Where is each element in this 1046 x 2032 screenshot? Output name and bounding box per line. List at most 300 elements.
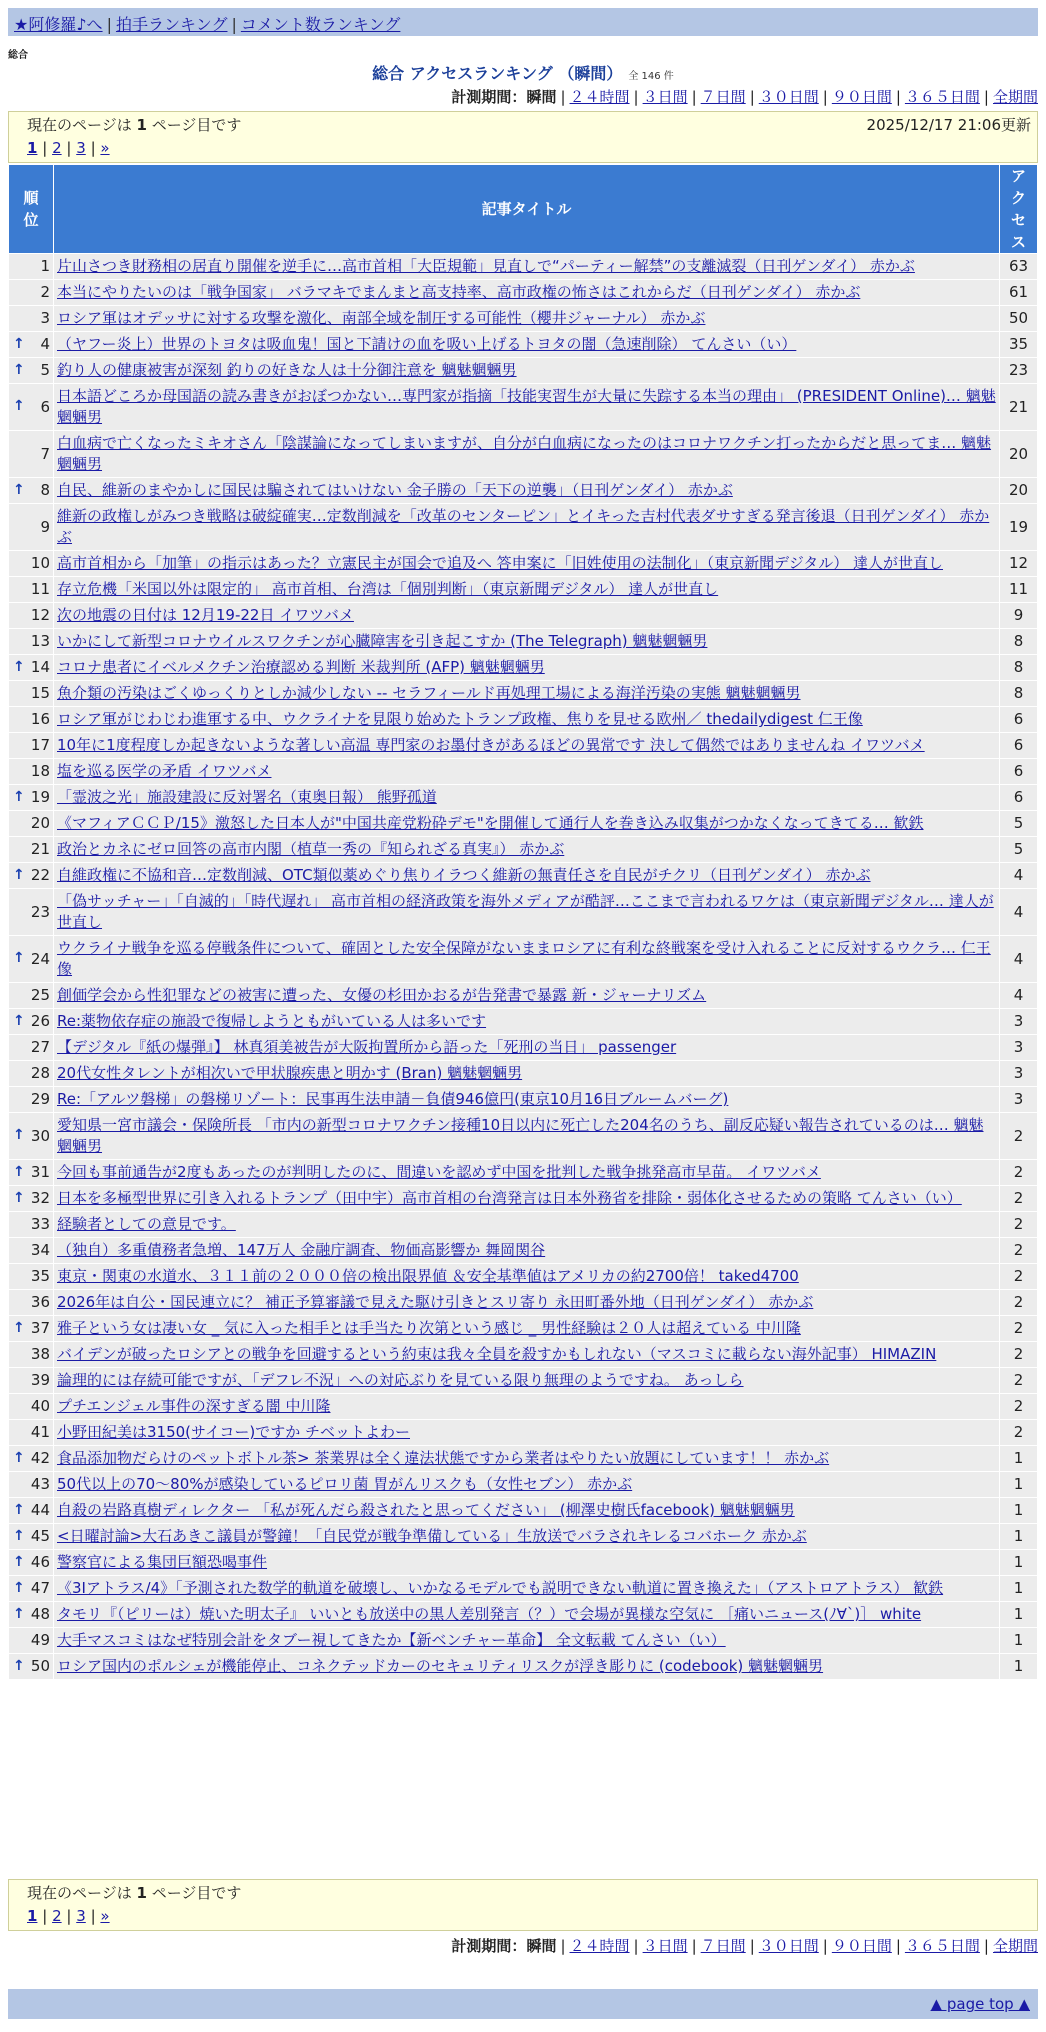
table-row (9, 1472, 1038, 1498)
article-title-link[interactable]: <日曜討論>大石あきこ議員が警鐘！「自民党が戦争準備している」生放送でバラされキレるコバホーク 赤かぶ (57, 1527, 807, 1545)
table-row (9, 1160, 1038, 1186)
article-title-link[interactable]: 小野田紀美は3150(サイコー)ですか チベットよわー (57, 1423, 410, 1441)
table-row (9, 1498, 1038, 1524)
table-row (9, 306, 1038, 332)
title-cell (54, 1238, 1000, 1264)
table-row (9, 1394, 1038, 1420)
access-count: 63 (1000, 254, 1038, 280)
article-title-link[interactable]: 日本を多極型世界に引き入れるトランプ（田中宇）高市首相の台湾発言は日本外務省を排除・弱体化させるための策略 てんさい（い） (57, 1189, 962, 1207)
period-link[interactable]: ２４時間 (569, 88, 630, 106)
table-row (9, 358, 1038, 384)
rank-up-arrow-icon: ↑ (13, 866, 25, 883)
rank-number: 32 (30, 1189, 50, 1207)
page-prefix: 現在のページは (27, 116, 132, 134)
access-count: 8 (1000, 655, 1038, 681)
rank-number: 40 (30, 1397, 50, 1415)
title-cell (54, 785, 1000, 811)
rank-number: 22 (30, 866, 50, 884)
title-cell (54, 1342, 1000, 1368)
rank-number: 8 (40, 481, 50, 499)
period-link[interactable]: ７日間 (700, 88, 746, 106)
rank-number: 35 (30, 1267, 50, 1285)
table-row (9, 332, 1038, 358)
rank-number: 48 (30, 1605, 50, 1623)
rank-cell (9, 1368, 54, 1394)
rank-number: 7 (40, 444, 50, 463)
access-count: 20 (1000, 431, 1038, 478)
period-selector (451, 86, 1038, 107)
title-cell (54, 1316, 1000, 1342)
page-next-link[interactable]: » (100, 139, 110, 157)
rank-cell (9, 431, 54, 478)
rank-number: 16 (30, 710, 50, 728)
rank-number: 6 (40, 397, 50, 416)
title-cell (54, 254, 1000, 280)
title-cell (54, 577, 1000, 603)
rank-number: 42 (30, 1449, 50, 1467)
title-cell (54, 358, 1000, 384)
table-row (9, 733, 1038, 759)
title-cell (54, 837, 1000, 863)
article-title-link[interactable]: 2026年は自公・国民連立に？ 補正予算審議で見えた駆け引きとスリ寄り 永田町番外地（日刊ゲンダイ） 赤かぶ (57, 1293, 814, 1311)
period-sep: | (560, 1937, 566, 1955)
article-title-link[interactable]: ロシア軍がじわじわ進軍する中、ウクライナを見限り始めたトランプ政権、焦りを見せる欧州／ thedailydigest 仁王像 (57, 710, 863, 728)
title-cell (54, 889, 1000, 936)
period-link-bottom[interactable]: ３０日間 (758, 1937, 819, 1955)
access-count: 1 (1000, 1628, 1038, 1654)
period-link-bottom[interactable]: ７日間 (700, 1937, 746, 1955)
rank-number: 2 (40, 283, 50, 301)
table-row (9, 889, 1038, 936)
comment-ranking-link[interactable]: コメント数ランキング (240, 15, 401, 34)
rank-cell (9, 707, 54, 733)
access-count: 12 (1000, 551, 1038, 577)
article-title-link[interactable]: 釣り人の健康被害が深刻 釣りの好きな人は十分御注意を 魑魅魍魎男 (57, 361, 517, 379)
article-title-link[interactable]: 20代女性タレントが相次いで甲状腺疾患と明かす (Bran) 魑魅魍魎男 (57, 1064, 523, 1082)
article-title-link[interactable]: 自維政権に不協和音…定数削減、OTC類似薬めぐり焦りイラつく維新の無責任さを自民がチクリ（日刊ゲンダイ） 赤かぶ (57, 866, 871, 884)
rank-up-arrow-icon: ↑ (13, 1657, 25, 1674)
article-title-link[interactable]: 本当にやりたいのは「戦争国家」 バラマキでまんまと高支持率、高市政権の怖さはこれからだ（日刊ゲンダイ） 赤かぶ (57, 283, 861, 301)
article-title-link[interactable]: 次の地震の日付は 12月19-22日 イワツバメ (57, 606, 354, 624)
rank-cell (9, 1550, 54, 1576)
rank-up-arrow-icon: ↑ (13, 361, 25, 378)
rank-number: 43 (30, 1475, 50, 1493)
page-info-box (8, 111, 1038, 163)
table-row (9, 1035, 1038, 1061)
rank-cell (9, 655, 54, 681)
period-link[interactable]: 全期間 (992, 88, 1038, 106)
access-count: 1 (1000, 1654, 1038, 1680)
access-count: 3 (1000, 1087, 1038, 1113)
access-count: 6 (1000, 707, 1038, 733)
page-link[interactable]: 3 (76, 139, 86, 157)
page-link[interactable]: 2 (52, 1907, 62, 1925)
article-title-link[interactable]: 《マフィアＣＣＰ/15》激怒した日本人が"中国共産党粉砕デモ"を開催して通行人を巻き込み収集がつかなくなってきてる… 歓鉄 (57, 814, 924, 832)
table-row (9, 603, 1038, 629)
article-title-link[interactable]: 10年に1度程度しか起きないような著しい高温 専門家のお墨付きがあるほどの異常です 決して偶然ではありませんね イワツバメ (57, 736, 925, 754)
rank-cell (9, 1316, 54, 1342)
period-selector-bottom (451, 1935, 1038, 1956)
period-link[interactable]: ３日間 (642, 88, 688, 106)
table-row (9, 1368, 1038, 1394)
page-title (0, 61, 1046, 84)
rank-cell (9, 983, 54, 1009)
total-count: 全 146 件 (628, 71, 674, 82)
rank-cell (9, 889, 54, 936)
pager-sep: | (90, 139, 96, 157)
page-link-current[interactable]: 1 (27, 1907, 38, 1925)
rank-up-arrow-icon: ↑ (13, 1527, 25, 1544)
title-cell (54, 1160, 1000, 1186)
title-cell (54, 863, 1000, 889)
title-cell (54, 811, 1000, 837)
article-title-link[interactable]: 警察官による集団巨額恐喝事件 (57, 1553, 268, 1571)
rank-number: 39 (30, 1371, 50, 1389)
period-link-bottom[interactable]: 全期間 (992, 1937, 1038, 1955)
article-title-link[interactable]: 政治とカネにゼロ回答の高市内閣（植草一秀の『知られざる真実』） 赤かぶ (57, 840, 565, 858)
rank-cell (9, 478, 54, 504)
page-top-link[interactable]: ▲ page top ▲ (930, 1995, 1030, 2013)
table-row (9, 1576, 1038, 1602)
access-count: 5 (1000, 811, 1038, 837)
pager-sep: | (42, 139, 48, 157)
table-row (9, 1212, 1038, 1238)
article-title-link[interactable]: 【デジタル『紙の爆弾』】 林真須美被告が大阪拘置所から語った「死刑の当日」 passenger (57, 1038, 677, 1056)
title-cell (54, 1654, 1000, 1680)
table-row (9, 431, 1038, 478)
article-title-link[interactable]: Re:薬物依存症の施設で復帰しようともがいている人は多いです (57, 1012, 487, 1030)
period-sep: | (633, 88, 639, 106)
article-title-link[interactable]: 創価学会から性犯罪などの被害に遭った、女優の杉田かおるが告発書で暴露 新・ジャーナリズム (57, 986, 707, 1004)
article-title-link[interactable]: いかにして新型コロナウイルスワクチンが心臓障害を引き起こすか (The Telegraph) 魑魅魍魎男 (57, 632, 708, 650)
rank-number: 26 (30, 1012, 50, 1030)
article-title-link[interactable]: 「偽サッチャー」「自滅的」「時代遅れ」 高市首相の経済政策を海外メディアが酷評…ここまで言われるワケは（東京新聞デジタル… 達人が世直し (57, 892, 994, 931)
rank-cell (9, 863, 54, 889)
article-title-link[interactable]: 維新の政権しがみつき戦略は破綻確実…定数削減を「改革のセンターピン」とイキった吉村代表ダサすぎる発言後退（日刊ゲンダイ） 赤かぶ (57, 507, 990, 546)
table-row (9, 1524, 1038, 1550)
rank-up-arrow-icon: ↑ (13, 1449, 25, 1466)
home-link[interactable]: ★阿修羅♪へ (14, 15, 103, 34)
table-row (9, 655, 1038, 681)
rank-cell (9, 1342, 54, 1368)
rank-cell (9, 1061, 54, 1087)
title-cell (54, 1087, 1000, 1113)
table-row (9, 983, 1038, 1009)
title-cell (54, 1498, 1000, 1524)
rank-up-arrow-icon: ↑ (13, 1127, 25, 1143)
article-title-link[interactable]: Re:「アルツ磐梯」の磐梯リゾート：民事再生法申請－負債946億円(東京10月16日ブルームバーグ) (57, 1090, 729, 1108)
title-cell (54, 478, 1000, 504)
rank-cell (9, 811, 54, 837)
period-link-bottom[interactable]: ９０日間 (831, 1937, 892, 1955)
article-title-link[interactable]: 今回も事前通告が2度もあったのが判明したのに、間違いを認めず中国を批判した戦争挑発高市早苗。 イワツバメ (57, 1163, 821, 1181)
article-title-link[interactable]: 東京・関東の水道水、３１１前の２０００倍の検出限界値 ＆安全基準値はアメリカの約2700倍！ taked4700 (57, 1267, 799, 1285)
rank-number: 11 (30, 580, 50, 598)
rank-number: 30 (30, 1126, 50, 1145)
rank-cell (9, 733, 54, 759)
access-count: 2 (1000, 1316, 1038, 1342)
title-cell (54, 1061, 1000, 1087)
rank-cell (9, 384, 54, 431)
access-count: 9 (1000, 603, 1038, 629)
access-count: 1 (1000, 1602, 1038, 1628)
rank-cell (9, 504, 54, 551)
table-row (9, 1316, 1038, 1342)
page-next-link[interactable]: » (100, 1907, 110, 1925)
table-row (9, 1602, 1038, 1628)
rank-cell (9, 577, 54, 603)
period-sep: | (983, 88, 989, 106)
rank-up-arrow-icon: ↑ (13, 950, 25, 966)
access-count: 6 (1000, 733, 1038, 759)
article-title-link[interactable]: 自殺の岩路真樹ディレクター 「私が死んだら殺されたと思ってください」 (柳澤史樹氏facebook) 魑魅魍魎男 (57, 1501, 795, 1519)
period-sep: | (822, 1937, 828, 1955)
period-sep: | (691, 88, 697, 106)
rank-number: 17 (30, 736, 50, 754)
access-count: 3 (1000, 1009, 1038, 1035)
table-row (9, 1290, 1038, 1316)
article-title-link[interactable]: バイデンが破ったロシアとの戦争を回避するという約束は我々全員を殺すかもしれない（マスコミに載らない海外記事） HIMAZIN (57, 1345, 937, 1363)
article-title-link[interactable]: 片山さつき財務相の居直り開催を逆手に…高市首相「大臣規範」見直しで“パーティー解禁”の支離滅裂（日刊ゲンダイ） 赤かぶ (57, 257, 915, 275)
table-row (9, 681, 1038, 707)
rank-cell (9, 759, 54, 785)
period-sep: | (749, 1937, 755, 1955)
rank-cell (9, 1238, 54, 1264)
page-status-bottom (27, 1882, 1027, 1903)
rank-up-arrow-icon: ↑ (13, 1189, 25, 1206)
title-cell (54, 1550, 1000, 1576)
rank-number: 14 (30, 658, 50, 676)
rank-number: 9 (40, 517, 50, 536)
article-title-link[interactable]: ロシア軍はオデッサに対する攻撃を激化、南部全域を制圧する可能性（櫻井ジャーナル） 赤かぶ (57, 309, 706, 327)
access-count: 1 (1000, 1524, 1038, 1550)
article-title-link[interactable]: 塩を巡る医学の矛盾 イワツバメ (57, 762, 272, 780)
rank-number: 49 (30, 1631, 50, 1649)
title-cell (54, 603, 1000, 629)
rank-number: 13 (30, 632, 50, 650)
title-cell (54, 1264, 1000, 1290)
rank-number: 29 (30, 1090, 50, 1108)
title-cell (54, 1394, 1000, 1420)
rank-number: 44 (30, 1501, 50, 1519)
access-count: 2 (1000, 1368, 1038, 1394)
rank-number: 20 (30, 814, 50, 832)
rank-number: 24 (30, 949, 50, 968)
table-row (9, 1238, 1038, 1264)
page-link-current[interactable]: 1 (27, 139, 38, 157)
article-title-link[interactable]: 高市首相から「加筆」の指示はあった？立憲民主が国会で追及へ 答申案に「旧姓使用の法制化」（東京新聞デジタル） 達人が世直し (57, 554, 943, 572)
page-suffix: ページ目です (151, 1884, 242, 1902)
table-row (9, 1420, 1038, 1446)
article-title-link[interactable]: ウクライナ戦争を巡る停戦条件について、確固とした安全保障がないままロシアに有利な終戦案を受け入れることに反対するウクラ… 仁王像 (57, 939, 991, 978)
access-count: 2 (1000, 1290, 1038, 1316)
period-sep: | (983, 1937, 989, 1955)
access-count: 2 (1000, 1420, 1038, 1446)
rank-cell (9, 1498, 54, 1524)
table-row (9, 1061, 1038, 1087)
article-title-link[interactable]: 《3Iアトラス/4》「予測された数学的軌道を破壊し、いかなるモデルでも説明できない軌道に置き換えた」（アストロアトラス） 歓鉄 (57, 1579, 944, 1597)
period-link-bottom[interactable]: ２４時間 (569, 1937, 630, 1955)
title-cell (54, 384, 1000, 431)
table-row (9, 1113, 1038, 1160)
article-title-link[interactable]: 愛知県一宮市議会・保険所長 「市内の新型コロナワクチン接種10日以内に死亡した204名のうち、副反応疑い報告されているのは… 魑魅魍魎男 (57, 1116, 984, 1155)
article-title-link[interactable]: （独自）多重債務者急増、147万人 金融庁調査、物価高影響か 舞岡関谷 (57, 1241, 546, 1259)
article-title-link[interactable]: 経験者としての意見です。 (57, 1215, 236, 1233)
period-link-bottom[interactable]: ３日間 (642, 1937, 688, 1955)
rank-number: 45 (30, 1527, 50, 1545)
table-row (9, 1654, 1038, 1680)
col-rank-header: 順位 (9, 165, 54, 254)
title-cell (54, 1420, 1000, 1446)
access-count: 2 (1000, 1342, 1038, 1368)
article-title-link[interactable]: プチエンジェル事件の深すぎる闇 中川隆 (57, 1397, 331, 1415)
pagination-bottom (27, 1907, 1027, 1925)
rank-cell (9, 358, 54, 384)
rank-cell (9, 1264, 54, 1290)
rank-up-arrow-icon: ↑ (13, 1605, 25, 1622)
access-count: 4 (1000, 983, 1038, 1009)
table-row (9, 280, 1038, 306)
rank-cell (9, 1576, 54, 1602)
rank-number: 19 (30, 788, 50, 806)
rank-number: 47 (30, 1579, 50, 1597)
access-count: 1 (1000, 1550, 1038, 1576)
period-link[interactable]: ３０日間 (758, 88, 819, 106)
article-title-link[interactable]: 雅子という女は凄い女 _ 気に入った相手とは手当たり次第という感じ _ 男性経験は２０人は超えている 中川隆 (57, 1319, 801, 1337)
period-label-bottom: 計測期間： (451, 1937, 527, 1955)
article-title-link[interactable]: （ヤフー炎上）世界のトヨタは吸血鬼！国と下請けの血を吸い上げるトヨタの闇（急速削除） てんさい（い） (57, 335, 797, 353)
article-title-link[interactable]: 50代以上の70～80%が感染しているピロリ菌 胃がんリスクも（女性セブン） 赤かぶ (57, 1475, 633, 1493)
period-current: 瞬間 (526, 88, 557, 106)
title-cell (54, 629, 1000, 655)
access-count: 6 (1000, 785, 1038, 811)
rank-cell (9, 1394, 54, 1420)
rank-number: 41 (30, 1423, 50, 1441)
article-title-link[interactable]: 存立危機「米国以外は限定的」 高市首相、台湾は「個別判断」（東京新聞デジタル） 達人が世直し (57, 580, 719, 598)
table-row (9, 785, 1038, 811)
article-title-link[interactable]: コロナ患者にイベルメクチン治療認める判断 米裁判所 (AFP) 魑魅魍魎男 (57, 658, 545, 676)
rank-cell (9, 1160, 54, 1186)
access-count: 19 (1000, 504, 1038, 551)
rank-up-arrow-icon: ↑ (13, 1012, 25, 1029)
title-cell (54, 1212, 1000, 1238)
access-count: 8 (1000, 681, 1038, 707)
article-title-link[interactable]: 魚介類の汚染はごくゆっくりとしか減少しない -- セラフィールド再処理工場による海洋汚染の実態 魑魅魍魎男 (57, 684, 801, 702)
rank-number: 5 (40, 361, 50, 379)
period-link[interactable]: ３６５日間 (904, 88, 980, 106)
article-title-link[interactable]: 「霊波之光」施設建設に反対署名（東奥日報） 熊野孤道 (57, 788, 437, 806)
rank-cell (9, 1186, 54, 1212)
table-row (9, 551, 1038, 577)
access-count: 2 (1000, 1113, 1038, 1160)
top-nav-bar: ★阿修羅♪へ | 拍手ランキング | コメント数ランキング (8, 8, 1038, 36)
access-count: 8 (1000, 629, 1038, 655)
rank-up-arrow-icon: ↑ (13, 1163, 25, 1180)
access-count: 1 (1000, 1576, 1038, 1602)
access-count: 1 (1000, 1498, 1038, 1524)
period-link-bottom[interactable]: ３６５日間 (904, 1937, 980, 1955)
applause-ranking-link[interactable]: 拍手ランキング (115, 15, 228, 34)
access-count: 5 (1000, 837, 1038, 863)
rank-cell (9, 1420, 54, 1446)
access-count: 2 (1000, 1394, 1038, 1420)
access-count: 2 (1000, 1264, 1038, 1290)
title-cell (54, 733, 1000, 759)
table-row (9, 1446, 1038, 1472)
table-row (9, 936, 1038, 983)
title-cell (54, 707, 1000, 733)
rank-cell (9, 1472, 54, 1498)
rank-cell (9, 936, 54, 983)
access-count: 4 (1000, 863, 1038, 889)
page-link[interactable]: 2 (52, 139, 62, 157)
table-row (9, 707, 1038, 733)
page-link[interactable]: 3 (76, 1907, 86, 1925)
table-row (9, 1342, 1038, 1368)
article-title-link[interactable]: タモリ『（ピリーは）焼いた明太子』 いいとも放送中の黒人差別発言（？）で会場が異様な空気に ［痛いニュース(ﾉ∀`)］ white (57, 1605, 922, 1623)
rank-number: 50 (30, 1657, 50, 1675)
rank-cell (9, 1035, 54, 1061)
rank-up-arrow-icon: ↑ (13, 1553, 25, 1570)
access-count: 2 (1000, 1238, 1038, 1264)
title-cell (54, 1602, 1000, 1628)
title-cell (54, 504, 1000, 551)
article-title-link[interactable]: ロシア国内のポルシェが機能停止、コネクテッドカーのセキュリティリスクが浮き彫りに (codebook) 魑魅魍魎男 (57, 1657, 824, 1675)
period-sep: | (749, 88, 755, 106)
title-cell (54, 1368, 1000, 1394)
access-count: 50 (1000, 306, 1038, 332)
access-count: 6 (1000, 759, 1038, 785)
rank-number: 34 (30, 1241, 50, 1259)
title-cell (54, 1113, 1000, 1160)
title-cell (54, 1009, 1000, 1035)
title-cell (54, 936, 1000, 983)
table-row (9, 1009, 1038, 1035)
pager-sep: | (66, 139, 72, 157)
rank-number: 27 (30, 1038, 50, 1056)
rank-number: 46 (30, 1553, 50, 1571)
rank-number: 18 (30, 762, 50, 780)
rank-number: 28 (30, 1064, 50, 1082)
pager-sep: | (90, 1907, 96, 1925)
rank-cell (9, 1009, 54, 1035)
article-title-link[interactable]: 大手マスコミはなぜ特別会計をタブー視してきたか【新ベンチャー革命】 全文転載 てんさい（い） (57, 1631, 726, 1649)
article-title-link[interactable]: 論理的には存続可能ですが、「デフレ不況」への対応ぶりを見ている限り無理のようですね。 あっしら (57, 1371, 744, 1389)
article-title-link[interactable]: 白血病で亡くなったミキオさん「陰謀論になってしまいますが、自分が白血病になったのはコロナワクチン打ったからだと思ってま… 魑魅魍魎男 (57, 434, 992, 473)
title-cell (54, 332, 1000, 358)
access-count: 21 (1000, 384, 1038, 431)
article-title-link[interactable]: 食品添加物だらけのペットボトル茶> 茶業界は全く違法状態ですから業者はやりたい放題にしています！！ 赤かぶ (57, 1449, 830, 1467)
title-cell (54, 1186, 1000, 1212)
title-cell (54, 1524, 1000, 1550)
title-cell (54, 655, 1000, 681)
page-number: 1 (136, 1884, 147, 1902)
rank-cell (9, 603, 54, 629)
rank-cell (9, 837, 54, 863)
article-title-link[interactable]: 日本語どころか母国語の読み書きがおぼつかない…専門家が指摘「技能実習生が大量に失踪する本当の理由」 (PRESIDENT Online)… 魑魅魍魎男 (57, 387, 996, 426)
rank-cell (9, 1087, 54, 1113)
title-cell (54, 1472, 1000, 1498)
title-cell (54, 1290, 1000, 1316)
article-title-link[interactable]: 自民、維新のまやかしに国民は騙されてはいけない 金子勝の「天下の逆襲」（日刊ゲンダイ） 赤かぶ (57, 481, 733, 499)
rank-up-arrow-icon: ↑ (13, 335, 25, 352)
rank-cell (9, 785, 54, 811)
title-cell (54, 280, 1000, 306)
rank-number: 10 (30, 554, 50, 572)
title-cell (54, 1628, 1000, 1654)
title-cell (54, 306, 1000, 332)
period-link[interactable]: ９０日間 (831, 88, 892, 106)
